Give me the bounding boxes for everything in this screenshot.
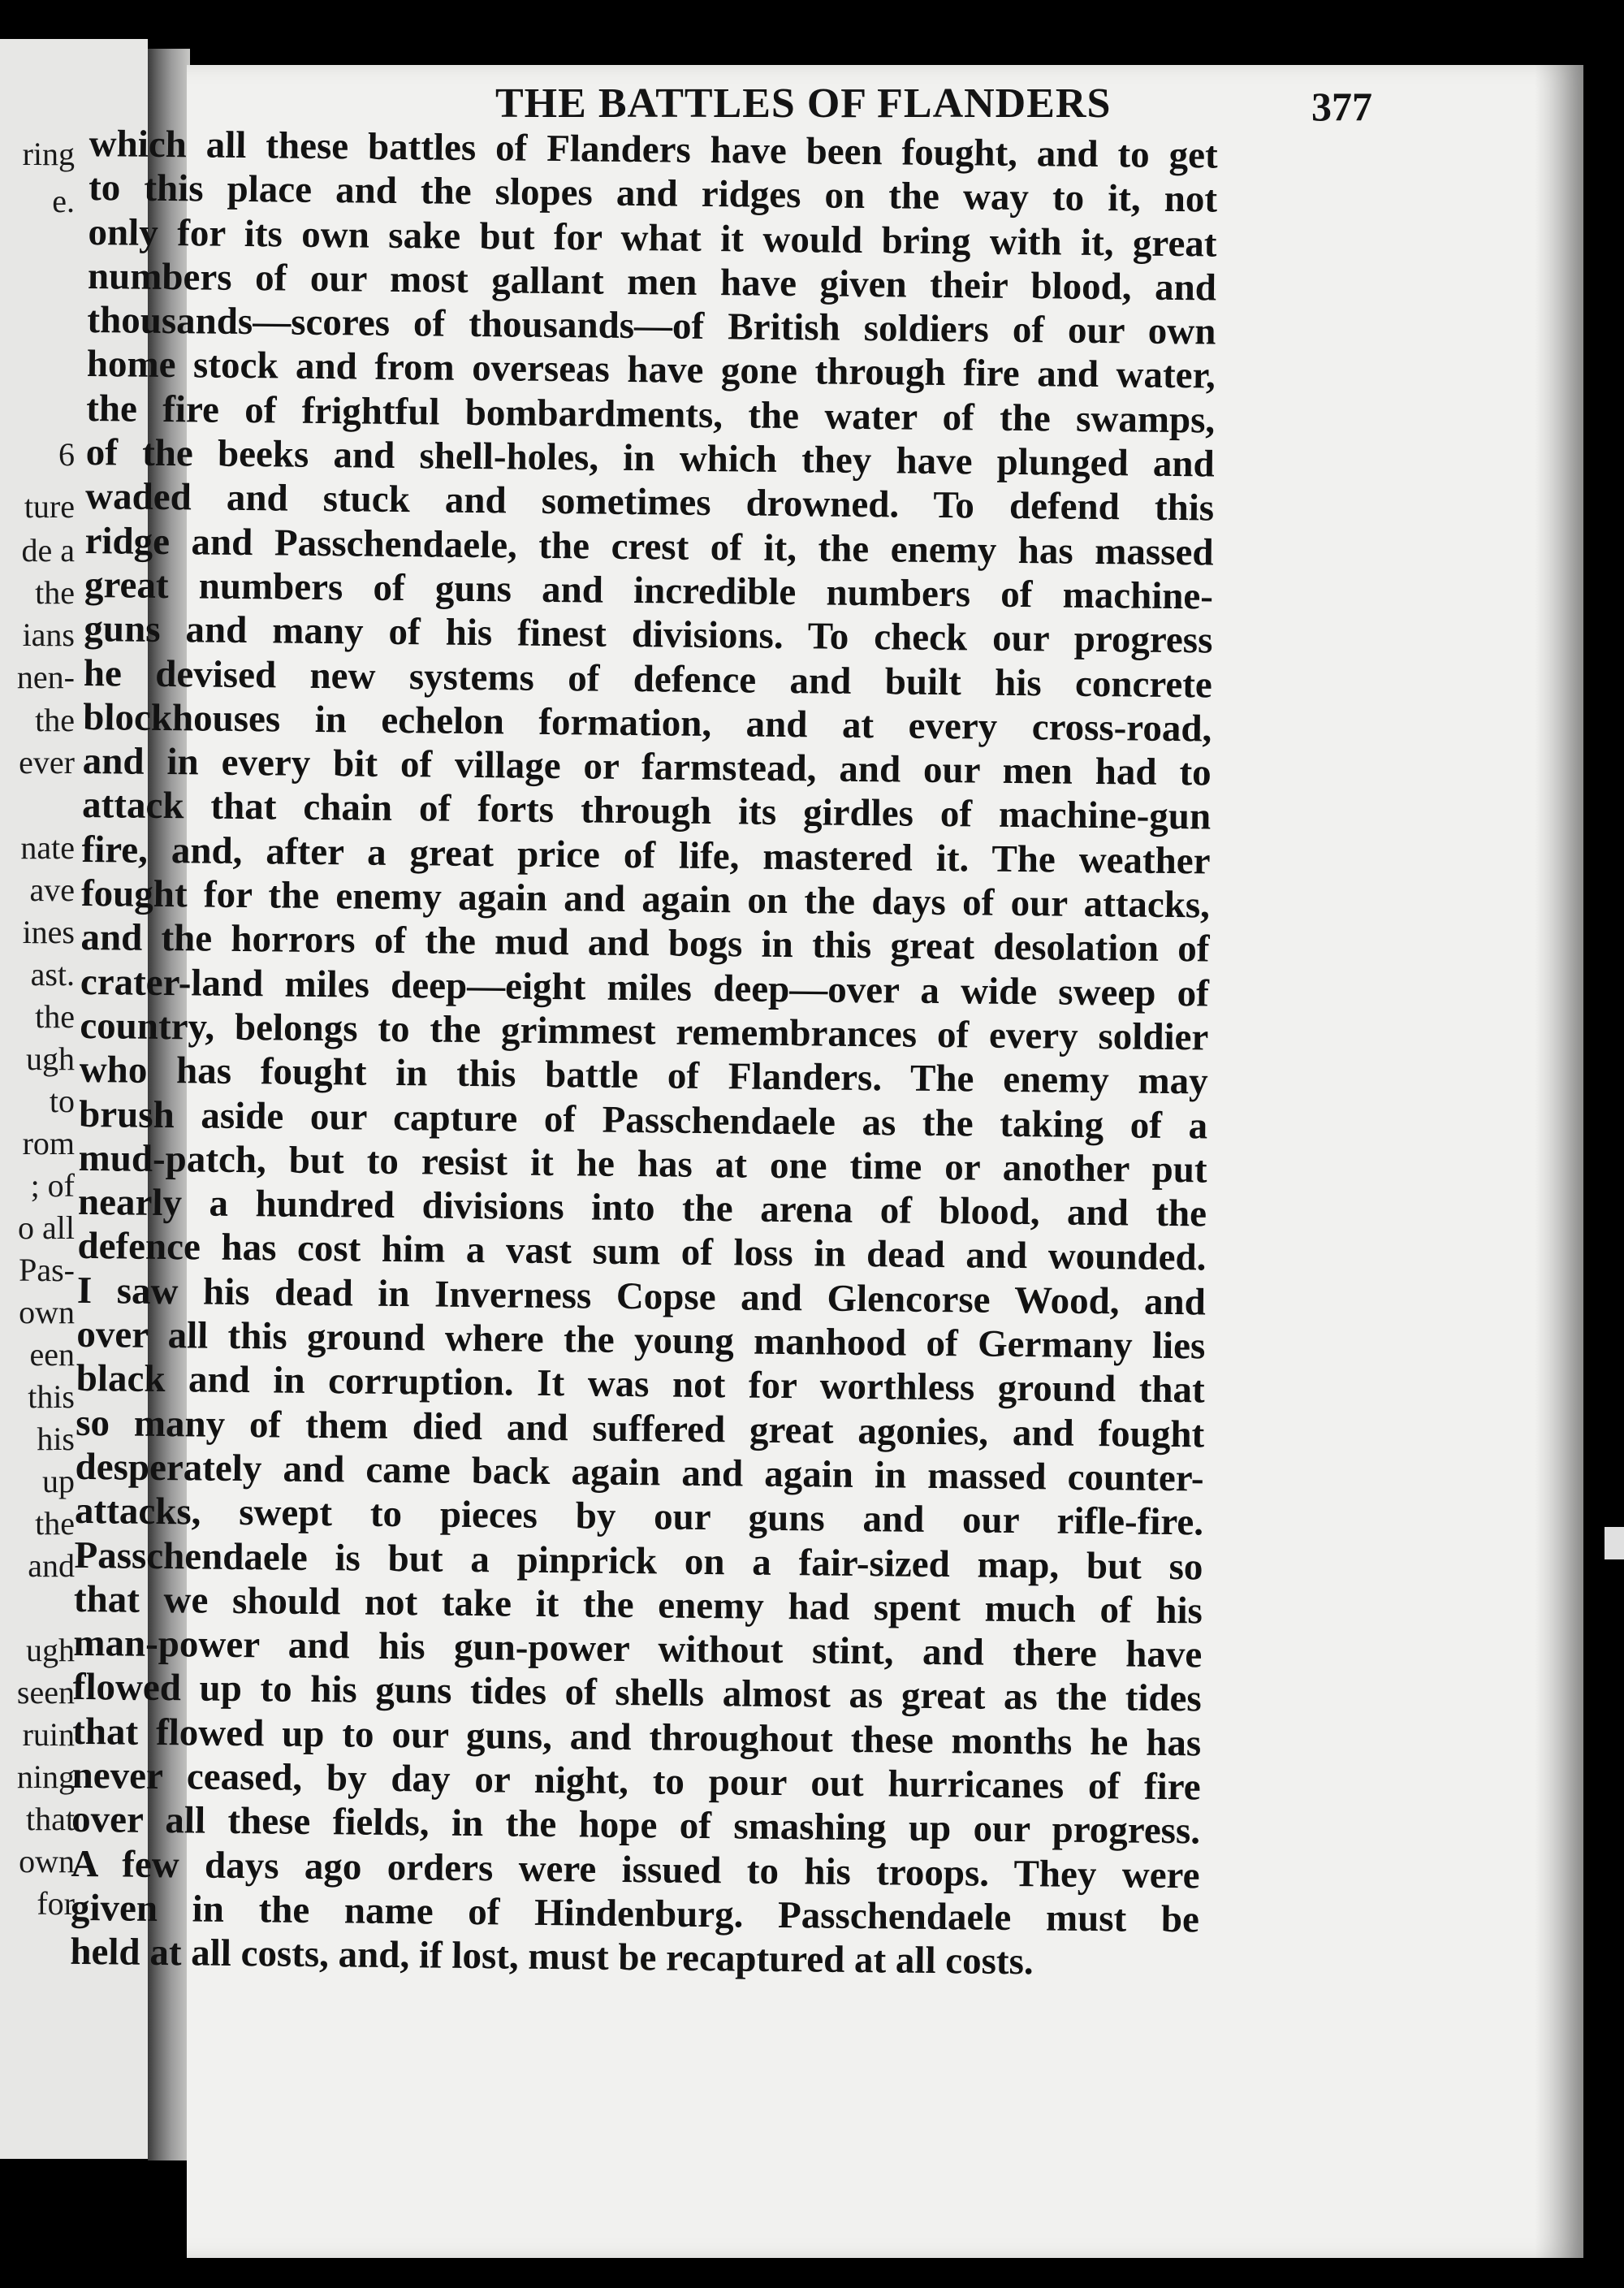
facing-page-word-fragment: the	[35, 574, 75, 611]
text-line: only for its own sake but for what it would bring with it, great	[88, 210, 1217, 266]
facing-page-word-fragment: ians	[22, 616, 75, 653]
text-line: and in every bit of village or farmstead, and our men had to	[82, 740, 1212, 794]
text-line: nearly a hundred divisions into the arena of blood, and the	[77, 1181, 1207, 1235]
facing-page-word-fragment: his	[37, 1421, 75, 1457]
facing-page-word-fragment: that	[26, 1801, 75, 1837]
text-line: mud-patch, but to resist it he has at one time or another put	[78, 1136, 1207, 1192]
facing-page-word-fragment: ugh	[26, 1040, 75, 1077]
facing-page-word-fragment: rom	[22, 1125, 75, 1161]
text-line: country, belongs to the grimmest remembrances of every soldier	[80, 1004, 1209, 1059]
text-line: of the beeks and shell-holes, in which they have plunged and	[85, 431, 1215, 486]
facing-page-word-fragment: ave	[29, 872, 75, 908]
facing-page-word-fragment: ruin	[22, 1716, 75, 1753]
text-line: desperately and came back again and again in massed counter-	[75, 1445, 1204, 1500]
facing-page-word-fragment: Pas-	[19, 1252, 75, 1288]
text-line: home stock and from overseas have gone through fire and water,	[86, 343, 1216, 398]
facing-page-word-fragment: ugh	[26, 1632, 75, 1668]
facing-page-word-fragment: for	[37, 1885, 75, 1922]
facing-page-word-fragment: ture	[24, 488, 75, 525]
facing-page-word-fragment: up	[42, 1463, 75, 1499]
text-line: black and in corruption. It was not for worthless ground that	[76, 1357, 1205, 1412]
facing-page-word-fragment: ; of	[30, 1167, 75, 1204]
body-text	[70, 122, 1218, 1986]
facing-page-word-fragment: ning	[16, 1758, 75, 1795]
text-line: over all these fields, in the hope of smashing up our progress.	[71, 1798, 1201, 1853]
facing-page-word-fragment: ring	[22, 136, 75, 172]
text-line: defence has cost him a vast sum of loss in dead and wounded.	[77, 1225, 1207, 1279]
text-line: Passchendaele is but a pinprick on a fair-sized map, but so	[74, 1533, 1203, 1588]
text-line: man-power and his gun-power without stint, and there have	[73, 1621, 1203, 1676]
facing-page-word-fragment: nate	[20, 829, 75, 866]
facing-page-word-fragment: o all	[18, 1209, 75, 1246]
facing-page-word-fragment: own	[19, 1294, 75, 1330]
text-line: attack that chain of forts through its girdles of machine-gun	[81, 784, 1212, 838]
text-line: which all these battles of Flanders have been fought, and to get	[89, 122, 1218, 177]
facing-page-word-fragment: own	[19, 1843, 75, 1879]
text-line: ridge and Passchendaele, the crest of it, the enemy has massed	[84, 519, 1214, 574]
text-line: thousands—scores of thousands—of British soldiers of our own	[87, 299, 1216, 353]
text-line: that we should not take it the enemy had spent much of his	[73, 1577, 1203, 1633]
text-line: and the horrors of the mud and bogs in this great desolation of	[80, 916, 1210, 971]
running-title: THE BATTLES OF FLANDERS	[495, 80, 1112, 127]
text-line: who has fought in this battle of Flanders. The enemy may	[79, 1049, 1208, 1103]
text-line: crater-land miles deep—eight miles deep—over a wide sweep of	[80, 960, 1210, 1015]
text-line: numbers of our most gallant men have given their blood, and	[87, 254, 1217, 309]
text-line: I saw his dead in Inverness Copse and Glencorse Wood, and	[76, 1269, 1207, 1324]
facing-page-word-fragment: 6	[58, 436, 75, 473]
facing-page-word-fragment: ever	[19, 744, 75, 781]
text-line: to this place and the slopes and ridges on the way to it, not	[88, 167, 1218, 221]
page-edge-shadow	[1535, 65, 1583, 2258]
text-line: that flowed up to our guns, and throughout these months he has	[71, 1710, 1202, 1765]
text-line: waded and stuck and sometimes drowned. To defend this	[84, 475, 1215, 530]
facing-page-word-fragment: e.	[52, 183, 75, 219]
text-line: the fire of frightful bombardments, the water of the swamps,	[86, 387, 1216, 442]
text-line: never ceased, by day or night, to pour out hurricanes of fire	[71, 1754, 1201, 1809]
facing-page-word-fragment: een	[29, 1336, 75, 1373]
facing-page-word-fragment: de a	[21, 532, 75, 569]
facing-page-word-fragment: to	[49, 1083, 75, 1119]
facing-page-word-fragment: ines	[22, 914, 75, 950]
text-line: blockhouses in echelon formation, and at every cross-road,	[83, 695, 1212, 750]
facing-page-word-fragment: and	[28, 1547, 75, 1584]
facing-page-word-fragment: this	[28, 1378, 75, 1415]
page-number: 377	[1311, 84, 1372, 129]
facing-page-word-fragment: ast.	[30, 956, 75, 993]
text-line: fire, and, after a great price of life, mastered it. The weather	[81, 828, 1211, 883]
text-line: so many of them died and suffered great agonies, and fought	[75, 1401, 1205, 1456]
facing-page-word-fragment: the	[35, 1505, 75, 1542]
scan-artifact	[1605, 1527, 1624, 1559]
text-line: fought for the enemy again and again on the days of our attacks,	[80, 872, 1211, 927]
text-line: attacks, swept to pieces by our guns and our rifle-fire.	[74, 1490, 1204, 1544]
text-line: A few days ago orders were issued to his troops. They were	[71, 1842, 1200, 1897]
text-line: held at all costs, and, if lost, must be recaptured at all costs.	[70, 1931, 1034, 1983]
text-line: he devised new systems of defence and built his concrete	[83, 651, 1213, 707]
text-line: given in the name of Hindenburg. Passchendaele must be	[70, 1886, 1200, 1941]
facing-page-word-fragment: the	[35, 702, 75, 738]
text-line: over all this ground where the young manhood of Germany lies	[76, 1313, 1206, 1368]
facing-page-word-fragment: seen	[16, 1674, 75, 1711]
text-line: flowed up to his guns tides of shells almost as great as the tides	[72, 1666, 1203, 1720]
facing-page-word-fragment: nen-	[16, 659, 75, 695]
text-line: great numbers of guns and incredible numbers of machine-	[84, 563, 1214, 618]
text-line: guns and many of his finest divisions. To check our progress	[84, 608, 1213, 662]
facing-page-word-fragment: the	[35, 998, 75, 1035]
text-line: brush aside our capture of Passchendaele as the taking of a	[78, 1092, 1208, 1148]
